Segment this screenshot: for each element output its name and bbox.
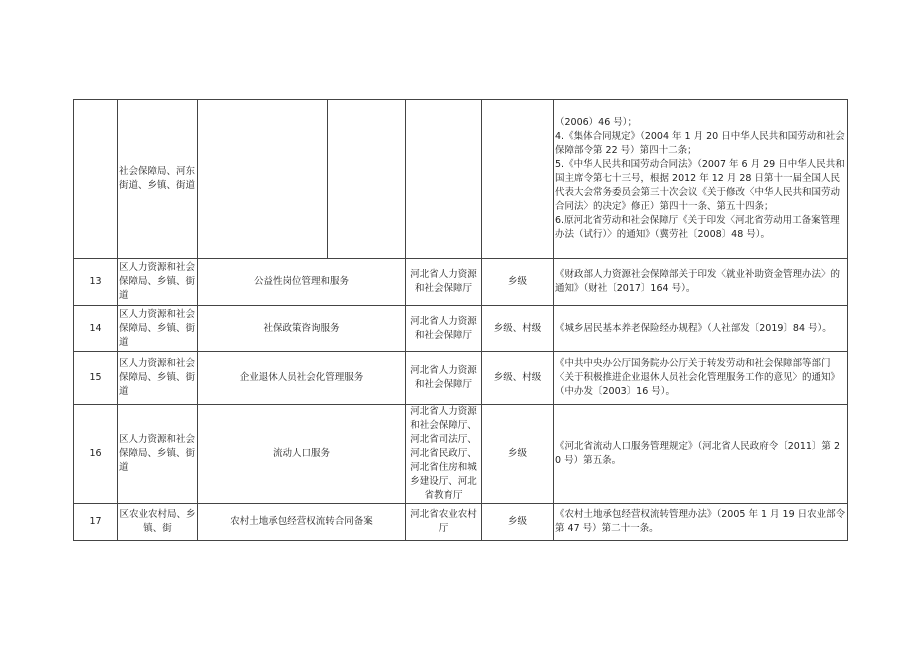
service-name-cell: [198, 100, 328, 259]
level-cell: 乡级、村级: [482, 306, 554, 352]
table-row: [74, 504, 848, 541]
legal-basis-cell: 《中共中央办公厅国务院办公厅关于转发劳动和社会保障部等部门〈关于积极推进企业退休人员社会化管理服务工作的意见〉的通知》（中办发〔2003〕16 号）。: [554, 352, 848, 405]
table-row: [74, 352, 848, 405]
table-row: [74, 259, 848, 306]
department-cell: 区农业农村局、乡镇、街: [118, 504, 198, 541]
legal-basis-cell: 《河北省流动人口服务管理规定》（河北省人民政府令〔2011〕第 20 号）第五条。: [554, 405, 848, 504]
service-name-cell: 公益性岗位管理和服务: [198, 259, 406, 306]
level-cell: [482, 100, 554, 259]
row-number: 15: [74, 352, 118, 405]
department-cell: 区人力资源和社会保障局、乡镇、街道: [118, 352, 198, 405]
authority-cell: 河北省人力资源和社会保障厅、河北省司法厅、河北省民政厅、河北省住房和城乡建设厅、河北省教育厅: [406, 405, 482, 504]
table-row: [74, 100, 848, 259]
table-row: [74, 405, 848, 504]
legal-basis-line: 6.原河北省劳动和社会保障厅《关于印发〈河北省劳动用工备案管理办法（试行）〉的通知》（冀劳社〔2008〕48 号）。: [555, 215, 840, 240]
department-cell: 区人力资源和社会保障局、乡镇、街道: [118, 306, 198, 352]
service-name-cell: 农村土地承包经营权流转合同备案: [198, 504, 406, 541]
level-cell: 乡级、村级: [482, 352, 554, 405]
department-cell: 区人力资源和社会保障局、乡镇、街道: [118, 405, 198, 504]
department-cell: 区人力资源和社会保障局、乡镇、街道: [118, 259, 198, 306]
authority-cell: [406, 100, 482, 259]
legal-basis-line: 4.《集体合同规定》（2004 年 1 月 20 日中华人民共和国劳动和社会保障部令第 22 号）第四十二条；: [555, 131, 845, 156]
authority-cell: 河北省人力资源和社会保障厅: [406, 352, 482, 405]
legal-basis-cell: 《财政部人力资源社会保障部关于印发〈就业补助资金管理办法〉的通知》（财社〔2017〕164 号）。: [554, 259, 848, 306]
service-table: [73, 99, 848, 541]
table-row: [74, 306, 848, 352]
level-cell: 乡级: [482, 405, 554, 504]
row-number: 16: [74, 405, 118, 504]
row-number: 14: [74, 306, 118, 352]
row-number: 13: [74, 259, 118, 306]
service-name-cell: 流动人口服务: [198, 405, 406, 504]
legal-basis-line: 5.《中华人民共和国劳动合同法》（2007 年 6 月 29 日中华人民共和国主席令第七十三号，根据 2012 年 12 月 28 日第十一届全国人民代表大会常务委员会第三十次会议《关于修改〈中华人民共和国劳动合同法〉的决定》修正）第四十一条、第五十四条；: [555, 159, 845, 212]
service-name-cell: 企业退休人员社会化管理服务: [198, 352, 406, 405]
authority-cell: 河北省人力资源和社会保障厅: [406, 259, 482, 306]
row-number: 17: [74, 504, 118, 541]
level-cell: 乡级: [482, 259, 554, 306]
legal-basis-cell: [554, 100, 848, 259]
row-number: [74, 100, 118, 259]
authority-cell-left: [328, 100, 406, 259]
department-cell: 社会保障局、河东街道、乡镇、街道: [118, 100, 198, 259]
authority-cell: 河北省人力资源和社会保障厅: [406, 306, 482, 352]
legal-basis-cell: 《农村土地承包经营权流转管理办法》（2005 年 1 月 19 日农业部令第 47 号）第二十一条。: [554, 504, 848, 541]
service-name-cell: 社保政策咨询服务: [198, 306, 406, 352]
legal-basis-cell: 《城乡居民基本养老保险经办规程》（人社部发〔2019〕84 号）。: [554, 306, 848, 352]
legal-basis-line: （2006）46 号）；: [555, 117, 638, 128]
authority-cell: 河北省农业农村厅: [406, 504, 482, 541]
level-cell: 乡级: [482, 504, 554, 541]
